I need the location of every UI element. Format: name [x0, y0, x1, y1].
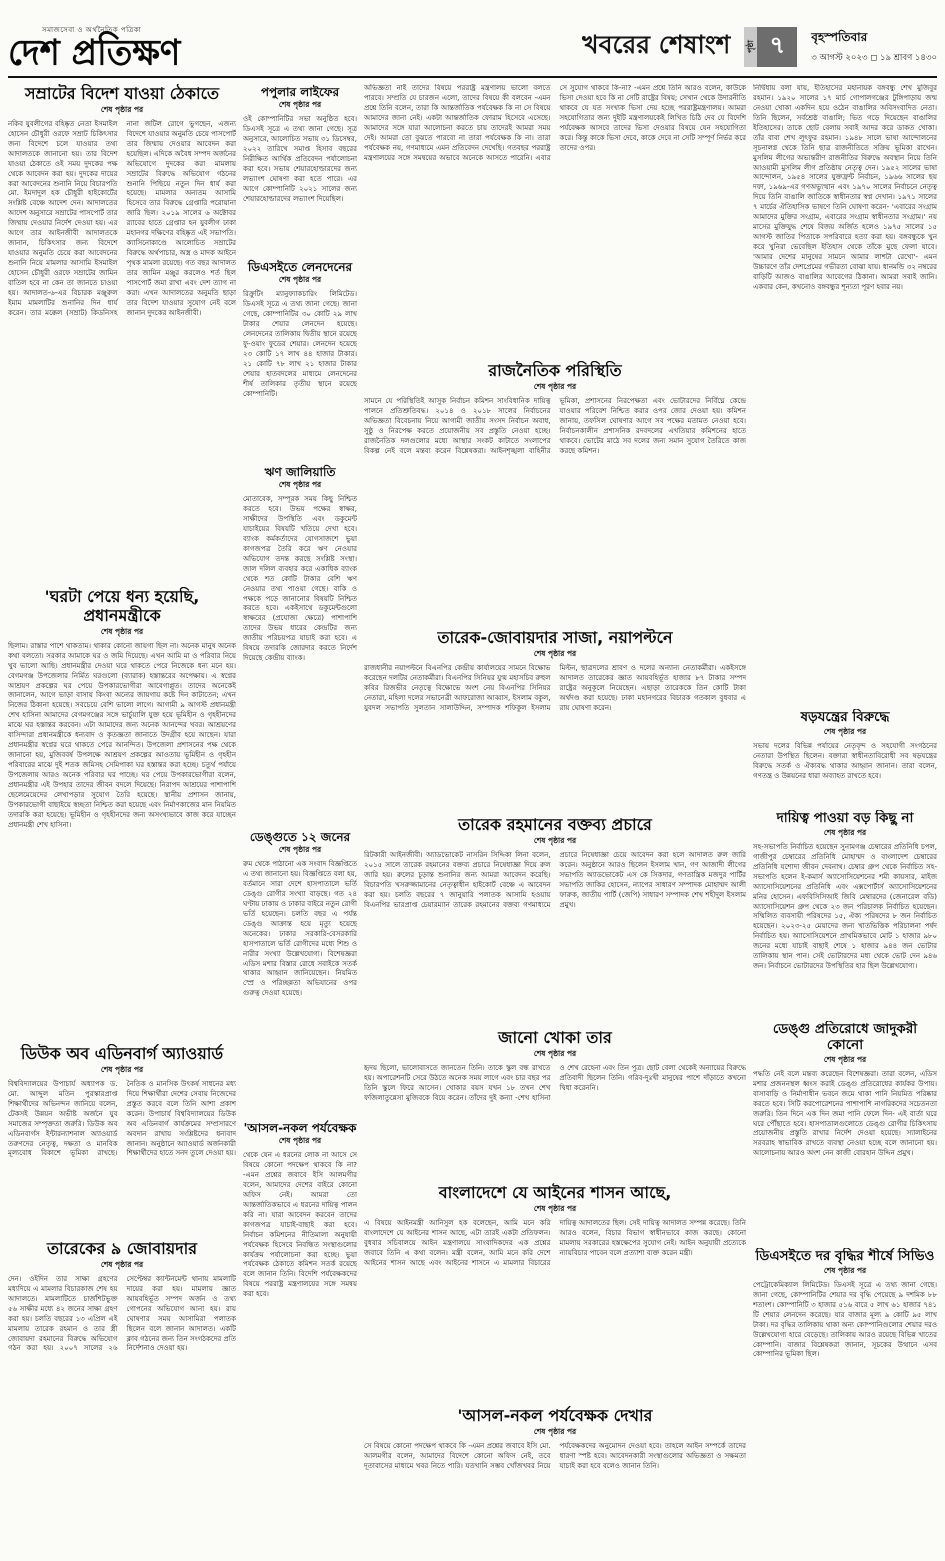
article-body: সে বিষয়ে কোনো পদক্ষেপ থাকবে কি -এমন প্রশ্নের জবাবে ইসি মো. আলমগীর বলেন, আমাদের বিদেশে কোনো অফিস নেই, তবে দূতাবাসের মাধ্যমে খবর নিতে পারি। যতখানি সম্ভব খোঁজখবর নিয়ে পর্যবেক্ষকদের অনুমোদন দেওয়া হবে। তাহলে আইন সম্পর্কে তাদের ধারণা স্পষ্ট হবে। আবেদনকারী সংস্থাগুলোর অভিজ্ঞতা ও সক্ষমতা যাচাই করা হবে বলেও জানান তিনি।: [364, 1441, 746, 1470]
continued-from-label: শেষ পৃষ্ঠার পর: [823, 726, 867, 736]
article-headline: ডিএসইতে লেনদেনের: [247, 260, 353, 274]
continued-from-label: শেষ পৃষ্ঠার পর: [100, 1064, 144, 1074]
article-body: ওই কোম্পানিটির সভা অনুষ্ঠিত হবে। ডিএসই সূত্রে এ তথ্য জানা গেছে। সূত্র অনুসারে, আলোচিত সভায় ৩১ ডিসেম্বর, ২০২২ তারিখে সমাপ্ত হিসাব বছরের নিরীক্ষিত আর্থিক প্রতিবেদন পর্যালোচনা করা হবে। সভায় শেয়ারহোল্ডারদের জন্য লভ্যাংশ ঘোষণা করা হতে পারে। এর আগে কোম্পানিটি ২০২১ সালের জন্য শেয়ারহোল্ডারদের লভ্যাংশ দিয়েছিল।: [243, 115, 357, 203]
article-block: [364, 1183, 746, 1401]
article-block: [753, 810, 937, 1016]
continued-from-label: শেষ পৃষ্ঠার পর: [823, 827, 867, 837]
article-block: [753, 709, 937, 805]
masthead: [8, 24, 181, 75]
continued-from-label: শেষ পৃষ্ঠার পর: [278, 480, 322, 490]
page-label: পৃষ্ঠা: [744, 27, 757, 67]
article-body: বিশ্ববিদ্যালয়ের উপাচার্য অধ্যাপক ড. মো. আব্দুল মতিন পুরস্কারপ্রাপ্ত শিক্ষার্থীদের অভিনন্দন জানিয়ে বলেন, টেকসই উন্নয়ন অভীষ্ট অর্জনে যুব সমাজের সম্পৃক্ততা জরুরি। ডিউক অব এডিনবার্গস ইন্টারন্যাশনাল অ্যাওয়ার্ড তরুণদের নেতৃত্ব, দক্ষতা ও মানবিক মূল্যবোধ বিকাশে ভূমিকা রাখছে। নৈতিক ও মানসিক উৎকর্ষ সাধনের মধ্য দিয়ে শিক্ষার্থীরা দেশের সেবায় নিজেদের প্রস্তুত করবে বলে তিনি আশা প্রকাশ করেন। উপাচার্য বিশ্ববিদ্যালয়ের ডিউক অব এডিনবার্গ কার্যক্রমের সম্প্রসারণে অবদান রাখায় সংশ্লিষ্টদের ধন্যবাদ জানান। অনুষ্ঠানে অ্যাওয়ার্ড অর্জনকারী শিক্ষার্থীদের হাতে সনদ তুলে দেওয়া হয়।: [8, 1079, 236, 1158]
article-body: থেকে যেন এ ধরনের লোক না আসে সে বিষয়ে কোনো পদক্ষেপ থাকবে কি না? -এমন প্রশ্নের জবাবে ইসি আলমগীর বলেন, আমাদের দেশের বাইরে কোনো অফিস নেই। আমরা তো আন্তর্জাতিকভাবে এ ধরনের দায়িত্ব পালন করি না। যারা আবেদন করবেন তাদের কাগজপত্র যাচাই-বাছাই করা হবে। নির্বাচন কমিশনের নীতিমালা অনুযায়ী পর্যবেক্ষক হিসেবে নিবন্ধিত সংস্থাগুলোর কার্যক্রম পর্যালোচনা করা হচ্ছে। ভুয়া পর্যবেক্ষক ঠেকাতে কমিশন সতর্ক রয়েছে বলে জানান তিনি। বিদেশি পর্যবেক্ষকদের বিষয়ে পররাষ্ট্র মন্ত্রণালয়ের সঙ্গে সমন্বয় করা হবে।: [243, 1151, 357, 1299]
article-headline: 'আসল-নকল পর্যবেক্ষক: [243, 1121, 357, 1135]
article-headline: পপুলার লাইফের: [260, 85, 340, 99]
article-body: রাজধানীর নয়াপল্টনে বিএনপির কেন্দ্রীয় কার্যালয়ের সামনে বিক্ষোভ করেছেন দলটির নেতাকর্মীরা। বিএনপির সিনিয়র যুগ্ম মহাসচিব রুহুল কবির রিজভীর নেতৃত্বে বিক্ষোভে অংশ নেয় বিএনপির সিনিয়র নেতারা, মহিলা দলের সভানেত্রী আফরোজা আব্বাস, ইসলাম বকুল, যুবদল সভাপতি সুলতান সালাউদ্দিন, সম্পাদক শফিকুল ইসলাম মিল্টন, ছাত্রদলের শ্রাবণ ও দলের অন্যান্য নেতাকর্মীরা। একইসঙ্গে আদালত তারেকের জ্ঞাত আয়বহির্ভূত হাজার ৮৭ টাকার সম্পদ রাষ্ট্রের অনুকূলে নিয়েছেন। এছাড়া তারেককে তিন কোটি টাকা অর্থদণ্ড করা হয়েছে। ঢাকা মহানগরের বিচারক গতকাল বুধবার এ রায় ঘোষণা করেন।: [364, 663, 746, 712]
article-body: রিটকারী আইনজীবী। অ্যাডভোকেট নাসরিন সিদ্দিকা লিনা বলেন, ২০১৫ সালে তারেক রহমানের বক্তব্য প্রচারে নিষেধাজ্ঞা দিয়ে রুল জারি হয়। রুলের চূড়ান্ত শুনানির জন্য আমরা আবেদন করেছি। বিচারপতি খসরুজ্জামানের নেতৃত্বাধীন হাইকোর্ট বেঞ্চে এ আবেদন করা হয়। চলতি বছরের ৭ জানুয়ারি পলাতক আসামি হওয়ায় বিএনপির ভারপ্রাপ্ত চেয়ারম্যান তারেক রহমানের বক্তব্য গণমাধ্যমে প্রচারে নিষেধাজ্ঞা চেয়ে আবেদন করা হলে আদালত রুল জারি করেন। অনুষ্ঠানে আরও ছিলেন ইসলাম খান, গণ আজাদী লীগের সভাপতি অ্যাডভোকেট এস কে সিকদার, গণতান্ত্রিক মজদুর পার্টির সভাপতি জাকির হোসেন, ন্যাপের সাধারণ সম্পাদক মোহাম্মদ আলী ফারুক, জাতীয় পার্টি (জেপি) সাধারণ সম্পাদক শেখ শহীদুল ইসলাম প্রমুখ।: [364, 850, 746, 909]
zone-right: [753, 84, 937, 1451]
article-block: [753, 84, 937, 704]
article-headline: ষড়যন্ত্রের বিরুদ্ধে: [800, 709, 890, 725]
article-headline: ডেঙ্গু প্রতিরোধে জাদুকরী কোনো: [772, 1021, 918, 1053]
newspaper-page: [8, 0, 937, 1561]
date-line: ৩ আগস্ট ২০২৩ ◻ ১৯ শ্রাবণ ১৪৩০: [811, 52, 937, 63]
article-block: [364, 84, 746, 356]
article-headline: দায়িত্ব পাওয়া বড় কিছু না: [776, 810, 914, 826]
continued-from-label: শেষ পৃষ্ঠার পর: [100, 1259, 144, 1269]
date-block: [811, 29, 937, 65]
article-body: রিক্রুটিং ম্যানুফ্যাকচারিং লিমিটেড। ডিএসই সূত্রে এ তথ্য জানা গেছে। জানা গেছে, কোম্পানিটির ৩০ কোটি ২৯ লাখ টাকার শেয়ার লেনদেন হয়েছে। লেনদেনের তালিকায় দ্বিতীয় স্থানে রয়েছে ফু-ওয়াং ফুডের শেয়ার। লেনদেন হয়েছে ২৩ কোটি ১৭ লাখ ৪৪ হাজার টাকার। ২১ কোটি ৭৮ লাখ ২১ হাজার টাকার শেয়ার হাতবদলের মাধ্যমে লেনদেনের শীর্ষ তালিকার তৃতীয় স্থানে রয়েছে কোম্পানিটি।: [243, 290, 357, 398]
article-headline: 'ঘরটা পেয়ে ধন্য হয়েছি, প্রধানমন্ত্রীকে: [44, 587, 200, 625]
continued-from-label: শেষ পৃষ্ঠার পর: [533, 1048, 577, 1058]
continued-from-label: শেষ পৃষ্ঠার পর: [823, 1265, 867, 1275]
article-block: [753, 1021, 937, 1243]
article-block: [8, 1044, 236, 1234]
article-block: [364, 1406, 746, 1556]
page-number: ৭: [757, 27, 797, 67]
article-body: পদ্ধতি নেই বলে মন্তব্য করেছেন বিশেষজ্ঞরা। তারা বলেন, এডিস মশার প্রজননস্থল ধ্বংস করাই ডেঙ্গু প্রতিরোধের কার্যকর উপায়। বাসাবাড়ি ও নির্মাণাধীন ভবনে জমে থাকা পানি নিয়মিত পরিষ্কার করতে হবে। সিটি করপোরেশনের পাশাপাশি নাগরিকদের সচেতনতা জরুরি। তিন দিনে এক দিন জমা পানি ফেলে দিন- এই বার্তা ঘরে ঘরে পৌঁছাতে হবে। হাসপাতালগুলোতে ডেঙ্গু রোগীর চিকিৎসায় প্রয়োজনীয় প্রস্তুতি রাখার নির্দেশ দেওয়া হয়েছে। স্যালাইনের সরবরাহ স্বাভাবিক রাখতে ব্যবস্থা নেওয়া হচ্ছে বলে জানানো হয়। আলোচনায় আরও অংশ নেন কাজী বোরহান উদ্দিন প্রমুখ।: [753, 1069, 937, 1158]
article-headline: তারেকের ৯ জোবায়দার: [46, 1239, 198, 1258]
article-zones: [8, 84, 937, 1561]
article-body: ছিলাম। রাস্তার পাশে থাকতাম। থাকার কোনো জায়গা ছিল না। অনেক মানুষ অনেক কথা বলতো। সরকার আমাকে ঘর ও জমি দিয়েছে। এখন আমি মা ও পরিবার নিয়ে খুব ভালো আছি। প্রধানমন্ত্রীর দেওয়া ঘরে থাকতে পেরে নিজেকে ধন্য মনে হয়। বেগমগঞ্জ উপজেলার নির্মিত ঘরগুলো (ব্যারাক) হস্তান্তরের অপেক্ষায়। এ স্বপ্নের আশ্রয়ণ প্রকল্পের ঘর পেয়ে উপকারভোগীরা আবেগাপ্লুত। তাদের অনেকেই জানালেন, আগে ভাড়া বাসায় কিংবা অন্যের জায়গায় কষ্টে দিন কাটাতেন; এখন নিজের ঠিকানা হয়েছে। সবচেয়ে বেশি ভালো লাগে। আগামী ৯ আগস্ট প্রধানমন্ত্রী শেখ হাসিনা আমাদের বেগমগঞ্জের সঙ্গে ভার্চুয়ালি যুক্ত হয়ে ভূমিহীন ও গৃহহীনদের মাঝে ঘর হস্তান্তর করবেন। এটা আমাদের জন্য অনেক আনন্দের খবর। আশ্রয়ণের বাসিন্দারা প্রধানমন্ত্রীকে ধন্যবাদ ও কৃতজ্ঞতা জানাতে উদগ্রীব হয়ে আছেন। যারা প্রধানমন্ত্রীর স্বপ্নের ঘরে থাকতে পেরে আনন্দিত। উপজেলা প্রশাসনের পক্ষ থেকে জানানো হয়, মুজিববর্ষ উপলক্ষে আশ্রয়ণ প্রকল্পের আওতায় ভূমিহীন ও গৃহহীন পরিবারের মাঝে দুই শতক জমিসহ সেমিপাকা ঘর হস্তান্তর করা হচ্ছে। চতুর্থ পর্যায়ে উপজেলায় আরও অনেক পরিবার ঘর পাচ্ছে। ঘর পেয়ে উপকারভোগীরা বলেন, প্রধানমন্ত্রীর এই উপহার তাদের জীবন বদলে দিয়েছে। নিরাপদ আশ্রয়ের পাশাপাশি ছেলেমেয়েদের লেখাপড়ার সুযোগ তৈরি হয়েছে। স্থানীয় প্রশাসন জানায়, উপকারভোগী বাছাইয়ে স্বচ্ছতা নিশ্চিত করা হয়েছে এবং নির্মাণকাজের মান নিয়মিত তদারকি করা হয়েছে। ভূমিহীন ও গৃহহীনদের জন্য অসংখ্যভাবে কাজ করে যাচ্ছেন প্রধানমন্ত্রী শেখ হাসিনা।: [8, 641, 236, 829]
article-body: মোতাবেক, সম্পূরক সময় কিছু নিশ্চিত করতে হবে। উভয় পক্ষের স্বাক্ষর, সাক্ষীদের উপস্থিতি এবং ডকুমেন্ট যাচাইয়ের বিষয়টি খতিয়ে দেখা হবে। ব্যাংক কর্মকর্তাদের যোগসাজশে ভুয়া কাগজপত্র তৈরি করে ঋণ নেওয়ার অভিযোগ তদন্ত করছে সংশ্লিষ্ট সংস্থা। জাল দলিল ব্যবহার করে একাধিক ব্যাংক থেকে শত কোটি টাকার বেশি ঋণ নেওয়ার তথ্য পাওয়া গেছে। বাকি ও পক্ষকে পড়ে জানানোর বিষয়টি নিশ্চিত করতে হবে। একইসাথে ডকুমেন্টগুলো স্বাক্ষরের (প্রযোজ্য ক্ষেত্রে) পাশাপাশি তাদের উভয় ধারের কেন্দ্রটির জন্য জাতীয় পরিচয়পত্র যাচাই করা হবে। এ বিষয়ে তদারকি জোরদার করতে নির্দেশ দিয়েছে কেন্দ্রীয় ব্যাংক।: [243, 495, 357, 663]
continued-from-label: শেষ পৃষ্ঠার পর: [100, 104, 144, 114]
page-header: [8, 6, 937, 75]
header-right: [582, 25, 937, 72]
article-block: [243, 84, 357, 254]
article-body: রুম থেকে পাঠানো এক সংবাদ বিজ্ঞপ্তিতে এ তথ্য জানানো হয়। বিজ্ঞপ্তিতে বলা হয়, বর্তমানে সারা দেশে হাসপাতালে ভর্তি ডেঙ্গু রোগীর সংখ্যা বাড়ছে। গত ২৪ ঘণ্টায় ঢাকায় ও ঢাকার বাইরে নতুন রোগী ভর্তি হয়েছেন। চলতি বছর এ পর্যন্ত ডেঙ্গু আক্রান্ত হয়ে মৃত্যু হয়েছে অনেকের। ঢাকার সরকারি-বেসরকারি হাসপাতালে ভর্তি রোগীদের মধ্যে শিশু ও নারীর সংখ্যা উল্লেখযোগ্য। বিশেষজ্ঞরা এডিস মশার বিস্তার রোধে সবাইকে সতর্ক থাকার আহ্বান জানিয়েছেন। নিয়মিত স্প্রে ও পরিচ্ছন্নতা অভিযানের ওপর গুরুত্ব দেওয়া হয়েছে।: [243, 860, 357, 998]
weekday: বৃহস্পতিবার: [811, 29, 868, 44]
continued-from-label: শেষ পৃষ্ঠার পর: [278, 275, 322, 285]
article-block: [243, 259, 357, 459]
article-headline: 'আসল-নকল পর্যবেক্ষক দেখার: [457, 1406, 653, 1425]
zone-mid-narrow: [243, 84, 357, 1455]
article-body: সহ-সভাপতি নির্বাচিত হয়েছেন সুনামগঞ্জ চেম্বারের প্রতিনিধি চপল, গাজীপুর চেম্বারের প্রতিনিধি মোহাম্মদ ও বাংলাদেশ চেম্বারের প্রতিনিধি যশোদা জীবন দেবনাথ। চেম্বার গ্রুপ থেকে নির্বাচিত সহ-সভাপতি হলেন ই-কমার্স অ্যাসোসিয়েশনের শমী কায়সার, মাইজ অ্যাসোসিয়েশনের প্রতিনিধি এবং এক্সপোর্টার্স অ্যাসোসিয়েশনের মনির হোসেন। এফবিসিসিআই জিবি মেম্বারদের (জেনারেল বডি) অ্যাসোসিয়েশন গ্রুপ থেকে ২৩ জন পরিচালক নির্বাচিত হয়েছেন। সম্মিলিত ব্যবসায়ী পরিষদের ১৫, ঐক্য পরিষদের ৮ জন নির্বাচিত হয়েছেন। ২০২৩-২৫ মেয়াদের জন্য খাতভিত্তিক পরিচালনা পর্ষদ নির্বাচিত হয়। অ্যাসোসিয়েশনে প্রাথমিকভাবে মোট ১ হাজার ৯৮০ জনের মধ্যে যাচাই বাছাই শেষে ১ হাজার ৯৪৪ জন ভোটার তালিকায় স্থান পান। সেই ভোটারদের মধ্য থেকে ভোট দেন ৯৪৬ জন। নির্বাচনে ভোটারদের উপস্থিতির হার ছিল উল্লেখযোগ্য।: [753, 842, 937, 971]
article-body: দেন। ওইদিন তার সাক্ষ্য গ্রহণের মধ্যদিয়ে এ মামলার বিচারকাজ শেষ হয় আদালতে। মামলাটিতে চার্জশিটভুক্ত ৫৬ সাক্ষীর মধ্যে ৪২ জনের সাক্ষ্য গ্রহণ করা হয়। চলতি বছরের ১৩ এপ্রিল এই মামলায় তারেক রহমান ও তার স্ত্রী জোবায়দা রহমানের বিরুদ্ধে অভিযোগ গঠন করা হয়। ২০০৭ সালের ২৬ সেপ্টেম্বর ক্যান্টনমেন্ট থানায় মামলাটি দায়ের করা হয়। মামলায় জ্ঞাত আয়বহির্ভূত সম্পদ অর্জন ও তথ্য গোপনের অভিযোগ আনা হয়। রায় ঘোষণার সময় আসামিরা পলাতক ছিলেন বলে জানান আদালত। একটি ক্লাব গঠনের জন্য তিন সংগঠকদের প্রতি নির্দেশনাও দেওয়া হয়।: [8, 1274, 236, 1353]
continued-from-label: শেষ পৃষ্ঠার পর: [533, 835, 577, 845]
continued-from-label: শেষ পৃষ্ঠার পর: [533, 381, 577, 391]
article-body: পেট্রোকেমিক্যাল লিমিটেড। ডিএসই সূত্রে এ তথ্য জানা গেছে। জানা গেছে, কোম্পানিটির শেয়ার দর বৃদ্ধি পেয়েছে ৯ দশমিক ৮৮ শতাংশ। কোম্পানিটি ৩ হাজার ৫১৬ বারে ৫ লাখ ৬১ হাজার ৭৪১ টি শেয়ার লেনদেন করেছে। যার বাজার মূল্য ৯ কোটি ৯৫ লাখ টাকা। দর বৃদ্ধির তালিকায় থাকা অন্য কোম্পানিগুলোর শেয়ার দরও উল্লেখযোগ্য হারে বেড়েছে। তালিকায় আরও রয়েছে বিভিন্ন খাতের কোম্পানি। বাজার বিশ্লেষকরা জানান, সূচকের উত্থানে এসব কোম্পানির ভূমিকা ছিল।: [753, 1280, 937, 1359]
zone-left: [8, 84, 236, 1444]
article-headline: রাজনৈতিক পরিস্থিতি: [488, 361, 622, 380]
article-block: [364, 361, 746, 623]
article-headline: সম্রাটের বিদেশ যাওয়া ঠেকাতে: [24, 84, 220, 103]
continued-from-label: শেষ পৃষ্ঠার পর: [278, 845, 322, 855]
continued-from-label: শেষ পৃষ্ঠার পর: [533, 648, 577, 658]
article-block: [364, 628, 746, 810]
continued-from-label: শেষ পৃষ্ঠার পর: [278, 100, 322, 110]
article-block: [243, 464, 357, 824]
continued-from-label: শেষ পৃষ্ঠার পর: [823, 1054, 867, 1064]
article-block: [364, 1028, 746, 1178]
zone-center-wide: [364, 84, 746, 1561]
article-block: [243, 1120, 357, 1450]
article-block: [364, 815, 746, 1023]
continued-from-label: শেষ পৃষ্ঠার পর: [278, 1136, 322, 1146]
page-number-block: [744, 27, 797, 67]
article-body: হৃদয় ছিলো, ভালোবাসতে জানতেন তিনি। তাকে স্কুল বন্ধ রাখতে হয়। অপারেশনটি সেরে উঠতে অনেক সময় লাগে এবং চার বছর পর তিনি স্কুলে ফিরে আসেন। খোকার বয়স যখন ১৮ তখন শেখ ফজিলাতুন্নেসা মুজিবকে বিয়ে করেন। তাঁদের দুই কন্যা -শেখ হাসিনা ও শেখ রেহেনা এবং তিন পুত্র। ছোট বেলা থেকেই অন্যায়ের বিরুদ্ধে প্রতিবাদী ছিলেন তিনি। গরিব-দুঃখী মানুষের পাশে দাঁড়াতে কখনো দ্বিধা করেননি।: [364, 1063, 746, 1102]
article-body: এ বিষয়ে আইনমন্ত্রী আনিসুল হক বলেছেন, আমি মনে করি বাংলাদেশে যে আইনের শাসন আছে, এটা তারই একটা প্রতিফলন। বুধবার সচিবালয়ে আইন মন্ত্রণালয়ে সাংবাদিকদের এক প্রশ্নের জবাবে তিনি এ কথা বলেন। মন্ত্রী বলেন, আমি মনে করি দেশে আইনের শাসন আছে এবং আইনের শাসনে এ মামলার বিচারের দায়িত্ব আদালতের ছিল। সেই দায়িত্ব আদালত সম্পন্ন করেছে। তিনি আরও বলেন, বিচার বিভাগ স্বাধীনভাবে কাজ করছে। কোনো মামলায় সরকারের হস্তক্ষেপের সুযোগ নেই। আইন অনুযায়ী প্রত্যেকে ন্যায়বিচার পাবেন বলে প্রত্যাশা ব্যক্ত করেন মন্ত্রী।: [364, 1218, 746, 1267]
newspaper-logo: দেশ প্রতিক্ষণ: [8, 32, 181, 75]
article-body: নকিব যুবলীগের বহিষ্কৃত নেতা ইসমাইল হোসেন চৌধুরী ওরফে সম্রাট চিকিৎসার জন্য বিদেশে চলে যাওয়ার তথ্য আদালতকে জানানো হয়। তার বিদেশ যাওয়া ঠেকাতে ওই সময় দুদকের পক্ষ থেকে আবেদন করা হয়। দুদকের দায়ের করা আবেদনের শুনানি নিয়ে বিচারপতি মো. ইমদাদুল হক চৌধুরী হাইকোর্টের সংশ্লিষ্ট বেঞ্চে আদেশ দেন। আদালতের আদেশ অনুসারে সম্রাটের পাসপোর্ট তার জিম্মায় দেওয়ার নির্দেশ দেওয়া হয়। এর আগে তার আইনজীবী আদালতকে জানান, চিকিৎসার জন্য বিদেশে যাওয়ার অনুমতি চেয়ে করা আবেদনের শুনানি নিয়ে মামলার আসামি ইসমাইল হোসেন চৌধুরী ওরফে সম্রাটের জামিন বাতিল হবে না কেন তা জানতে চাওয়া হয়। আদালত-৬-এর বিচারক মঞ্জুরুল ইমাম মামলাটির শুনানির দিন ধার্য করেন। তার মক্কেল (সম্রাট) কিডনিসহ নানা জটিল রোগে ভুগছেন, এজন্য বিদেশে যাওয়ার অনুমতি চেয়ে পাসপোর্ট তার জিম্মায় দেওয়ার আবেদন করা হয়েছিল। এদিকে অবৈধ সম্পদ অর্জনের অভিযোগে দুদকের করা মামলায় সম্রাটের বিরুদ্ধে অভিযোগ গঠনের শুনানি পিছিয়ে নতুন দিন ধার্য করা হয়েছে। মামলার অন্যতম আসামি হিসেবে তার বিরুদ্ধে গ্রেপ্তারি পরোয়ানা জারি ছিল। ২০১৯ সালের ৬ অক্টোবর র‍্যাবের হাতে গ্রেপ্তার হন যুবলীগ ঢাকা মহানগর দক্ষিণের বহিষ্কৃত এই সভাপতি। ক্যাসিনোকাণ্ডে আলোচিত সম্রাটের বিরুদ্ধে অর্থপাচার, অস্ত্র ও মাদক আইনে পৃথক মামলা রয়েছে। গত বছর আদালত তার জামিন মঞ্জুর করলেও শর্ত ছিল পাসপোর্ট জমা রাখা এবং দেশ ত্যাগ না করা। এখন আদালতের অনুমতি ছাড়া তার বিদেশ যাওয়ার সুযোগ নেই বলে জানান দুদকের আইনজীবী।: [8, 119, 236, 317]
article-headline: তারেক-জোবায়দার সাজা, নয়াপল্টনে: [437, 628, 673, 647]
article-body: অভিজ্ঞতা নাই তাদের বিষয়ে পররাষ্ট্র মন্ত্রণালয় ভালো বলতে পারবে। সম্প্রতি যে চারজন এলো, তাদের বিষয়ে কী বলবেন -এমন প্রশ্নে তিনি বলেন, তারা কি আন্তর্জাতিক পর্যবেক্ষক কি না সে বিষয়ে আমাদের জানা নেই। একটা আন্তর্জাতিক ফোরাম হিসেবে এসেছে। আমাদের সঙ্গে যারা আলোচনা করতে চায় তাদেরই আমরা সময় দেই। আমরা তো বুঝতে পারবো না তারা পর্যবেক্ষক কি না। তারা পর্যবেক্ষক নয়, গণমাধ্যমে এমন প্রতিবেদন দেখেছি। গতবছর পররাষ্ট্র মন্ত্রণালয়ের সঙ্গে সমন্বয়ের অভাবে অনেকে আসতে পারেনি। এবার সে সুযোগ থাকবে কি-না? -এমন প্রশ্নে তিনি আরও বলেন, কাউকে ভিসা দেওয়া হবে কি না সেটি রাষ্ট্রের বিষয়; সেখান থেকে উদারনীতি থাকবে যে যত সংখ্যক ভিসা দেয় হচ্ছে পররাষ্ট্রমন্ত্রণালয়। আমরা সহযোগিতার জন্য দুইটি মন্ত্রণালয়কেই লিখিত চিঠি দেব যে বিদেশি পর্যবেক্ষক আসবে তাদের ভিসা দেওয়ার বিষয়ে যেন সহযোগিতা করে। কিন্তু কাকে ভিসা দেবে, কাকে দেবে না সেটি সম্পূর্ণ নির্ভর করে তাদের ওপর।: [364, 84, 746, 162]
masthead-tagline: সমাজসেবা ও অর্থনৈতিক পত্রিকা: [42, 26, 142, 35]
article-headline: ডিউক অব এডিনবার্গ অ্যাওয়ার্ড: [20, 1044, 224, 1063]
article-block: [753, 1248, 937, 1446]
continued-from-label: শেষ পৃষ্ঠার পর: [533, 1203, 577, 1213]
article-headline: বাংলাদেশে যে আইনের শাসন আছে,: [438, 1183, 672, 1202]
article-block: [8, 587, 236, 1039]
article-headline: ডিএসইতে দর বৃদ্ধির শীর্ষে সিভিও: [755, 1248, 935, 1264]
article-block: [8, 1239, 236, 1439]
article-headline: জানো খোকা তার: [498, 1028, 612, 1047]
article-body: সামনে যে পরিস্থিতিই আসুক নির্বাচন কমিশন সাংবিধানিক দায়িত্ব পালনে প্রতিশ্রুতিবদ্ধ। ২০১৪ ও ২০১৮ সালের নির্বাচনের অভিজ্ঞতা বিবেচনায় নিয়ে আগামী জাতীয় সংসদ নির্বাচন অবাধ, সুষ্ঠু ও নিরপেক্ষ করতে প্রয়োজনীয় সব প্রস্তুতি নেওয়া হচ্ছে। রাজনৈতিক দলগুলোর মধ্যে আস্থার সংকট কাটাতে সংলাপের বিকল্প নেই বলে মন্তব্য করেন বিশ্লেষকরা। আইনশৃঙ্খলা বাহিনীর ভূমিকা, প্রশাসনের নিরপেক্ষতা এবং ভোটারদের নির্বিঘ্নে কেন্দ্রে যাওয়ার পরিবেশ নিশ্চিত করার ওপর জোর দেওয়া হয়। কমিশন জানায়, তফসিল ঘোষণার আগে সব পক্ষের মতামত নেওয়া হবে। নির্বাচনকালীন প্রশাসনিক রদবদলের এখতিয়ার কমিশনের হাতে থাকবে। ভোটের মাঠে সব দলের জন্য সমান সুযোগ তৈরিতে কাজ করছে কমিশন।: [364, 396, 746, 455]
continued-from-label: শেষ পৃষ্ঠার পর: [533, 1426, 577, 1436]
article-body: সভায় দলের বিভিন্ন পর্যায়ের নেতৃবৃন্দ ও সহযোগী সংগঠনের নেতারা উপস্থিত ছিলেন। বক্তারা স্বাধীনতাবিরোধী সব ষড়যন্ত্রের বিরুদ্ধে সতর্ক ও ঐক্যবদ্ধ থাকার আহ্বান জানান। তারা বলেন, গণতন্ত্র ও উন্নয়নের ধারা অব্যাহত রাখতে হবে।: [753, 741, 937, 780]
continued-from-label: শেষ পৃষ্ঠার পর: [100, 626, 144, 636]
section-title: খবরের শেষাংশ: [582, 30, 731, 59]
article-block: [243, 829, 357, 1115]
article-headline: তারেক রহমানের বক্তব্য প্রচারে: [458, 815, 652, 834]
article-headline: ঋণ জালিয়াতি: [264, 465, 336, 479]
article-block: [8, 84, 236, 582]
article-body: নির্দ্বিধায় বলা যায়, ইতিহাসের মহানায়ক বঙ্গবন্ধু শেখ মুজিবুর রহমান। ১৯২০ সালের ১৭ মার্চ গোপালগঞ্জের টুঙ্গিপাড়ায় জন্ম নেওয়া খোকা একদিন হয়ে ওঠেন বাঙালির অবিসংবাদিত নেতা। তিনি ছিলেন, সর্বশ্রেষ্ঠ বাঙালি; ভিত গড়ে দিয়েছেন বাঙালির ইতিহাসের। তাকে ছোট বেলায় সবাই আদর করে ডাকত খোকা। তাঁর বাবা শেখ লুৎফুর রহমান। ১৯৪৮ সালে ভাষা আন্দোলনের সূচনালগ্ন থেকে তিনি ছাত্র রাজনীতিতে সক্রিয় ভূমিকা রাখেন। মুসলিম লীগের অভ্যন্তরীণ রাজনীতির বিরুদ্ধে অবস্থান নিয়ে তিনি আওয়ামী মুসলিম লীগ প্রতিষ্ঠায় নেতৃত্ব দেন। ১৯৫২ সালের ভাষা আন্দোলন, ১৯৫৪ সালের যুক্তফ্রন্ট নির্বাচন, ১৯৬৬ সালের ছয় দফা, ১৯৬৯-এর গণঅভ্যুত্থান এবং ১৯৭০ সালের নির্বাচনে নেতৃত্ব দিয়ে তিনি বাঙালি জাতিকে স্বাধীনতার স্বপ্ন দেখান। ১৯৭১ সালের ৭ মার্চের ঐতিহাসিক ভাষণে তিনি ঘোষণা করেন- 'এবারের সংগ্রাম আমাদের মুক্তির সংগ্রাম, এবারের সংগ্রাম স্বাধীনতার সংগ্রাম।' নয় মাসের মুক্তিযুদ্ধ শেষে বিজয় অর্জিত হলেও ১৯৭৫ সালের ১৫ আগস্ট জাতির পিতাকে সপরিবারে হত্যা করা হয়। বঙ্গবন্ধুকে খুন করে খুনিরা ভেবেছিল ইতিহাস থেকে তাঁকে মুছে ফেলা যাবে। 'আমার দেশের মানুষের সামনে আমার লাশটা রেখো'- এমন উচ্চারণে তাঁর দেশপ্রেমের গভীরতা বোঝা যায়। ধানমন্ডি ৩২ নম্বরের বাড়িটি আজও বাঙালির আবেগের ঠিকানা। আমরা সবাই জানি। একবার কেন, কখনোও বঙ্গবন্ধুর শূন্যতা পূরণ হবার নয়।: [753, 84, 937, 291]
header-rule: [8, 76, 937, 78]
article-headline: ডেঙ্গুতে ১২ জনের: [249, 830, 351, 844]
